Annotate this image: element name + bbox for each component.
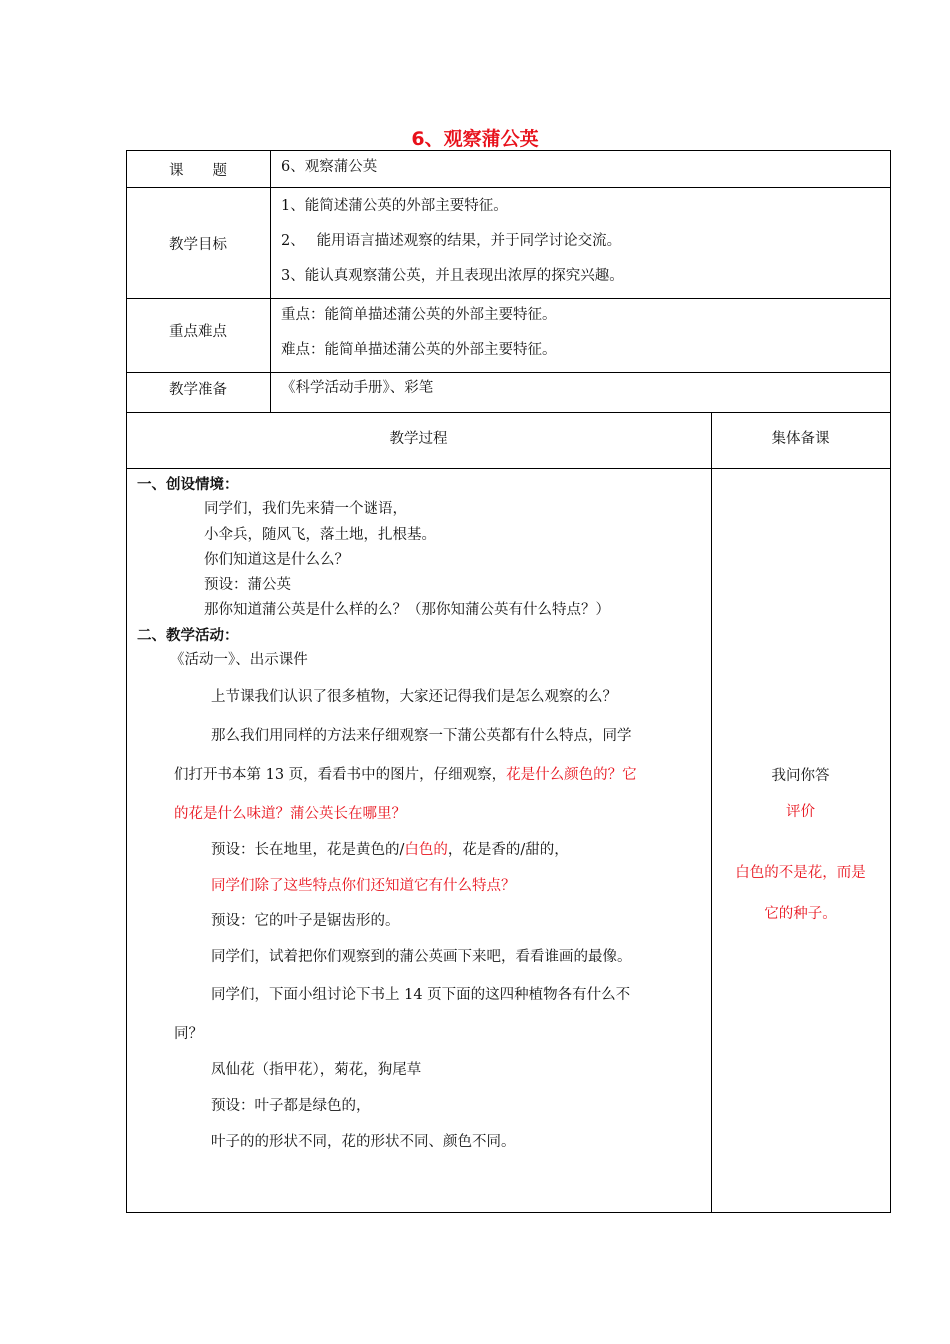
section-heading: 二、教学活动： xyxy=(137,628,239,644)
note-line: 评价 xyxy=(786,804,815,820)
body-line xyxy=(211,838,569,859)
topic-value: 6、观察蒲公英 xyxy=(281,159,378,175)
body-text: 们打开书本第 13 页，看看书中的图片，仔细观察， xyxy=(174,767,507,783)
prep-label: 教学准备 xyxy=(169,382,227,398)
body-line: 你们知道这是什么么？ xyxy=(204,552,349,568)
highlight-question: 的花是什么味道？蒲公英长在哪里？ xyxy=(174,806,406,822)
goal-label: 教学目标 xyxy=(169,237,227,253)
process-header: 教学过程 xyxy=(389,431,448,447)
key-point: 重点：能简单描述蒲公英的外部主要特征。 xyxy=(281,307,557,323)
body-line: 上节课我们认识了很多植物，大家还记得我们是怎么观察的么？ xyxy=(211,689,617,705)
body-text: 预设：长在地里，花是黄色的/ xyxy=(211,842,405,858)
body-line: 预设：它的叶子是锯齿形的。 xyxy=(211,913,400,929)
highlight-text: 白色的 xyxy=(404,842,448,858)
body-line: 那你知道蒲公英是什么样的么？（那你知蒲公英有什么特点？） xyxy=(204,602,610,618)
body-line: 那么我们用同样的方法来仔细观察一下蒲公英都有什么特点，同学 xyxy=(211,728,632,744)
body-line xyxy=(174,763,637,784)
highlight-question: 花是什么颜色的？它 xyxy=(506,767,637,783)
body-line: 预设：蒲公英 xyxy=(204,577,291,593)
difficult-point: 难点：能简单描述蒲公英的外部主要特征。 xyxy=(281,342,557,358)
note-line: 它的种子。 xyxy=(764,906,837,922)
body-line: 同学们，下面小组讨论下书上 14 页下面的这四种植物各有什么不 xyxy=(211,987,631,1003)
body-line: 凤仙花（指甲花），菊花，狗尾草 xyxy=(211,1062,422,1078)
note-line: 白色的不是花，而是 xyxy=(735,865,866,881)
notes-header: 集体备课 xyxy=(771,431,830,447)
activity-title: 《活动一》、出示课件 xyxy=(170,652,308,668)
body-line: 预设：叶子都是绿色的， xyxy=(211,1098,371,1114)
key-label: 重点难点 xyxy=(169,324,227,340)
section-heading: 一、创设情境： xyxy=(137,477,239,493)
goal-item: 1、能简述蒲公英的外部主要特征。 xyxy=(281,198,508,214)
body-line: 同学们，试着把你们观察到的蒲公英画下来吧，看看谁画的最像。 xyxy=(211,949,632,965)
topic-label: 课 题 xyxy=(169,163,227,179)
goal-item: 3、能认真观察蒲公英，并且表现出浓厚的探究兴趣。 xyxy=(281,268,624,284)
goal-item: 2、 能用语言描述观察的结果，并于同学讨论交流。 xyxy=(281,233,622,249)
highlight-question: 同学们除了这些特点你们还知道它有什么特点？ xyxy=(211,878,516,894)
body-line: 小伞兵，随风飞，落土地，扎根基。 xyxy=(204,527,436,543)
body-line: 同学们，我们先来猜一个谜语， xyxy=(204,501,407,517)
body-line: 叶子的的形状不同，花的形状不同、颜色不同。 xyxy=(211,1134,516,1150)
note-line: 我问你答 xyxy=(771,768,830,784)
prep-value: 《科学活动手册》、彩笔 xyxy=(281,380,434,396)
document-title: 6、观察蒲公英 xyxy=(411,128,539,150)
body-text: ，花是香的/甜的， xyxy=(447,842,569,858)
body-line: 同？ xyxy=(174,1026,203,1042)
